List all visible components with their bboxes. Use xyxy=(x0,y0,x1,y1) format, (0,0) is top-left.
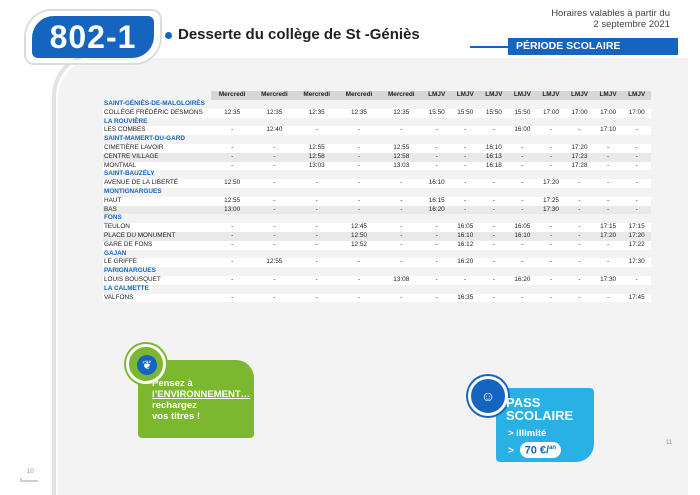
departure-time: - xyxy=(380,232,422,241)
stop-row xyxy=(103,179,651,188)
departure-time: - xyxy=(622,162,651,171)
departure-time: - xyxy=(622,197,651,206)
stop-name: LE GRIFFE xyxy=(103,258,211,267)
departure-time: - xyxy=(253,197,295,206)
departure-time: - xyxy=(622,206,651,215)
stop-name: TEULON xyxy=(103,223,211,232)
departure-time: - xyxy=(565,276,594,285)
departure-time: - xyxy=(253,232,295,241)
departure-time: 12:58 xyxy=(296,153,338,162)
departure-time: - xyxy=(338,126,380,135)
departure-time: - xyxy=(480,206,509,215)
stop-row xyxy=(103,232,651,241)
departure-time: 16:20 xyxy=(451,258,480,267)
departure-time: - xyxy=(508,153,537,162)
stop-row xyxy=(103,258,651,267)
departure-time: - xyxy=(565,223,594,232)
departure-time: 12:52 xyxy=(338,241,380,250)
town-name: MONTIGNARGUES xyxy=(103,188,651,197)
title-text: Desserte du collège de St -Géniès xyxy=(178,26,420,43)
departure-time: - xyxy=(422,153,451,162)
departure-time: 17:15 xyxy=(594,223,623,232)
departure-time: - xyxy=(253,153,295,162)
departure-time: 17:22 xyxy=(622,241,651,250)
departure-time: - xyxy=(422,241,451,250)
departure-time: - xyxy=(537,294,566,303)
departure-time: - xyxy=(211,241,253,250)
column-header: LMJV xyxy=(594,91,623,100)
column-header: Mercredi xyxy=(380,91,422,100)
departure-time: - xyxy=(211,144,253,153)
leaf-icon: ❦ xyxy=(137,355,157,375)
route-number: 802-1 xyxy=(49,19,137,55)
departure-time: - xyxy=(508,206,537,215)
departure-time: 16:12 xyxy=(451,241,480,250)
timetable-body xyxy=(103,100,651,302)
stop-name: HAUT xyxy=(103,197,211,206)
departure-time: - xyxy=(211,153,253,162)
departure-time: - xyxy=(338,162,380,171)
departure-time: - xyxy=(338,258,380,267)
departure-time: - xyxy=(253,276,295,285)
departure-time: 12:58 xyxy=(380,153,422,162)
departure-time: - xyxy=(422,162,451,171)
departure-time: 12:50 xyxy=(211,179,253,188)
departure-time: - xyxy=(380,241,422,250)
departure-time: - xyxy=(594,294,623,303)
departure-time: - xyxy=(622,153,651,162)
departure-time: - xyxy=(622,126,651,135)
departure-time: 16:20 xyxy=(422,206,451,215)
route-number-badge xyxy=(32,16,154,58)
departure-time: - xyxy=(296,258,338,267)
departure-time: - xyxy=(422,126,451,135)
departure-time: - xyxy=(211,294,253,303)
stop-name: LES COMBES xyxy=(103,126,211,135)
town-row xyxy=(103,214,651,223)
stop-name: MONTMAL xyxy=(103,162,211,171)
departure-time: - xyxy=(622,144,651,153)
departure-time: - xyxy=(380,197,422,206)
departure-time: - xyxy=(296,232,338,241)
departure-time: 12:35 xyxy=(253,109,295,118)
departure-time: - xyxy=(594,153,623,162)
departure-time: - xyxy=(296,197,338,206)
departure-time: 16:10 xyxy=(480,144,509,153)
town-row xyxy=(103,188,651,197)
departure-time: - xyxy=(565,294,594,303)
pass-price-pill xyxy=(520,442,561,458)
departure-time: 17:28 xyxy=(565,162,594,171)
departure-time: - xyxy=(565,126,594,135)
town-row xyxy=(103,118,651,127)
departure-time: - xyxy=(422,258,451,267)
departure-time: - xyxy=(380,179,422,188)
bullet-icon xyxy=(165,32,172,39)
town-row xyxy=(103,135,651,144)
column-header: LMJV xyxy=(537,91,566,100)
town-name: SAINT-MAMERT-DU-GARD xyxy=(103,135,651,144)
departure-time: 17:00 xyxy=(565,109,594,118)
departure-time: - xyxy=(338,276,380,285)
departure-time: - xyxy=(622,276,651,285)
departure-time: 17:10 xyxy=(594,126,623,135)
departure-time: 17:45 xyxy=(622,294,651,303)
stop-name: PLACE DU MONUMENT xyxy=(103,232,211,241)
departure-time: - xyxy=(338,144,380,153)
stop-name: GARE DE FONS xyxy=(103,241,211,250)
stop-name: BAS xyxy=(103,206,211,215)
departure-time: - xyxy=(380,126,422,135)
departure-time: 15:50 xyxy=(508,109,537,118)
departure-time: 16:10 xyxy=(508,232,537,241)
departure-time: - xyxy=(451,197,480,206)
departure-time: - xyxy=(380,258,422,267)
departure-time: 12:45 xyxy=(338,223,380,232)
departure-time: - xyxy=(537,241,566,250)
departure-time: 12:35 xyxy=(380,109,422,118)
pass-subtitle: > illimité xyxy=(508,428,547,439)
town-name: PARIGNARGUES xyxy=(103,267,651,276)
departure-time: - xyxy=(537,276,566,285)
departure-time: 15:50 xyxy=(422,109,451,118)
departure-time: - xyxy=(480,197,509,206)
column-header: LMJV xyxy=(565,91,594,100)
column-header: Mercredi xyxy=(296,91,338,100)
page-number-left: 10 xyxy=(27,469,34,475)
departure-time: - xyxy=(380,206,422,215)
departure-time: - xyxy=(451,126,480,135)
stop-row xyxy=(103,241,651,250)
column-header: LMJV xyxy=(422,91,451,100)
column-header: LMJV xyxy=(622,91,651,100)
departure-time: 16:35 xyxy=(451,294,480,303)
env-line-1: Pensez à xyxy=(152,378,193,389)
town-row xyxy=(103,250,651,259)
departure-time: - xyxy=(480,232,509,241)
departure-time: - xyxy=(565,232,594,241)
town-name: LA CALMETTE xyxy=(103,285,651,294)
departure-time: - xyxy=(211,276,253,285)
town-row xyxy=(103,170,651,179)
departure-time: 16:18 xyxy=(480,162,509,171)
departure-time: - xyxy=(594,206,623,215)
page-number-right: 11 xyxy=(666,440,673,446)
town-name: FONS xyxy=(103,214,651,223)
stop-name: CENTRE VILLAGE xyxy=(103,153,211,162)
pass-title xyxy=(506,396,573,422)
departure-time: - xyxy=(422,276,451,285)
departure-time: 17:15 xyxy=(622,223,651,232)
departure-time: 16:00 xyxy=(508,126,537,135)
departure-time: 13:03 xyxy=(296,162,338,171)
column-header: Mercredi xyxy=(211,91,253,100)
departure-time: 12:55 xyxy=(211,197,253,206)
validity-note xyxy=(551,8,670,30)
stop-row xyxy=(103,153,651,162)
departure-time: - xyxy=(508,144,537,153)
departure-time: 12:35 xyxy=(211,109,253,118)
stop-row xyxy=(103,126,651,135)
column-header: LMJV xyxy=(508,91,537,100)
departure-time: - xyxy=(422,144,451,153)
departure-time: - xyxy=(480,258,509,267)
timetable-header-row xyxy=(103,91,651,100)
departure-time: 17:00 xyxy=(622,109,651,118)
column-header: LMJV xyxy=(480,91,509,100)
departure-time: - xyxy=(296,126,338,135)
stop-name: VALFONS xyxy=(103,294,211,303)
departure-time: 12:35 xyxy=(296,109,338,118)
departure-time: - xyxy=(296,276,338,285)
departure-time: 16:10 xyxy=(422,179,451,188)
pass-title-line-1: PASS xyxy=(506,395,541,410)
page-title xyxy=(165,26,420,43)
departure-time: - xyxy=(594,241,623,250)
departure-time: - xyxy=(253,294,295,303)
departure-time: - xyxy=(253,144,295,153)
departure-time: - xyxy=(422,294,451,303)
departure-time: - xyxy=(211,223,253,232)
student-icon: ☺ xyxy=(468,376,508,416)
column-header: Mercredi xyxy=(253,91,295,100)
departure-time: - xyxy=(565,258,594,267)
departure-time: - xyxy=(253,223,295,232)
departure-time: - xyxy=(338,206,380,215)
env-line-3: rechargez xyxy=(152,400,197,411)
departure-time: - xyxy=(253,179,295,188)
env-line-2: l’ENVIRONNEMENT… xyxy=(152,389,251,400)
departure-time: - xyxy=(537,232,566,241)
environment-promo-text xyxy=(152,378,252,422)
departure-time: - xyxy=(451,144,480,153)
departure-time: - xyxy=(480,294,509,303)
departure-time: - xyxy=(338,179,380,188)
departure-time: - xyxy=(508,258,537,267)
town-name: SAINT-BAUZÉLY xyxy=(103,170,651,179)
departure-time: 17:20 xyxy=(594,232,623,241)
stop-name: COLLÈGE FRÉDÉRIC DESMONS xyxy=(103,109,211,118)
departure-time: 12:35 xyxy=(338,109,380,118)
departure-time: - xyxy=(296,294,338,303)
departure-time: - xyxy=(253,206,295,215)
departure-time: - xyxy=(480,223,509,232)
stop-row xyxy=(103,144,651,153)
departure-time: - xyxy=(211,162,253,171)
pass-title-line-2: SCOLAIRE xyxy=(506,408,574,423)
departure-time: - xyxy=(594,197,623,206)
departure-time: 12:55 xyxy=(380,144,422,153)
departure-time: - xyxy=(565,206,594,215)
stop-name: CIMETIÈRE LAVOIR xyxy=(103,144,211,153)
departure-time: - xyxy=(480,179,509,188)
departure-time: - xyxy=(338,294,380,303)
departure-time: - xyxy=(594,162,623,171)
pass-price-unit: an xyxy=(549,445,557,451)
departure-time: 17:00 xyxy=(537,109,566,118)
period-divider xyxy=(470,46,510,48)
departure-time: - xyxy=(594,258,623,267)
stop-row xyxy=(103,109,651,118)
validity-line-1: Horaires valables à partir du xyxy=(551,8,670,19)
page-corner-mark xyxy=(20,478,38,482)
departure-time: - xyxy=(594,144,623,153)
departure-time: - xyxy=(594,179,623,188)
departure-time: - xyxy=(296,206,338,215)
timetable xyxy=(103,91,651,302)
stop-row xyxy=(103,294,651,303)
departure-time: - xyxy=(253,162,295,171)
departure-time: 17:30 xyxy=(622,258,651,267)
departure-time: - xyxy=(565,241,594,250)
departure-time: 15:50 xyxy=(451,109,480,118)
stop-name: AVENUE DE LA LIBERTÉ xyxy=(103,179,211,188)
validity-line-2: 2 septembre 2021 xyxy=(593,19,670,30)
period-banner: PÉRIODE SCOLAIRE xyxy=(508,38,678,55)
departure-time: - xyxy=(211,126,253,135)
departure-time: - xyxy=(451,276,480,285)
departure-time: 17:23 xyxy=(565,153,594,162)
departure-time: 16:10 xyxy=(451,232,480,241)
departure-time: 13:03 xyxy=(380,162,422,171)
town-row xyxy=(103,267,651,276)
pass-price xyxy=(508,442,561,458)
departure-time: - xyxy=(537,126,566,135)
departure-time: - xyxy=(508,294,537,303)
stop-row xyxy=(103,162,651,171)
departure-time: - xyxy=(296,241,338,250)
departure-time: - xyxy=(253,241,295,250)
departure-time: - xyxy=(480,241,509,250)
departure-time: - xyxy=(422,223,451,232)
pass-price-prefix: > xyxy=(508,445,514,457)
departure-time: 12:40 xyxy=(253,126,295,135)
departure-time: 16:05 xyxy=(451,223,480,232)
departure-time: - xyxy=(211,232,253,241)
stop-name: LOUIS BOUSQUET xyxy=(103,276,211,285)
departure-time: - xyxy=(338,197,380,206)
departure-time: 17:00 xyxy=(594,109,623,118)
departure-time: - xyxy=(565,179,594,188)
stop-row xyxy=(103,276,651,285)
departure-time: - xyxy=(508,241,537,250)
departure-time: 17:20 xyxy=(565,144,594,153)
departure-time: 12:50 xyxy=(338,232,380,241)
departure-time: - xyxy=(537,258,566,267)
departure-time: - xyxy=(565,197,594,206)
departure-time: 17:30 xyxy=(537,206,566,215)
departure-time: - xyxy=(380,294,422,303)
departure-time: - xyxy=(537,162,566,171)
departure-time: 12:55 xyxy=(296,144,338,153)
departure-time: - xyxy=(622,179,651,188)
town-name: SAINT-GÉNIÈS-DE-MALGLOIRÈS xyxy=(103,100,651,109)
town-name: GAJAN xyxy=(103,250,651,259)
column-header: Mercredi xyxy=(338,91,380,100)
departure-time: - xyxy=(508,179,537,188)
stop-column-header xyxy=(103,91,211,100)
env-line-4: vos titres ! xyxy=(152,411,201,422)
departure-time: 13:08 xyxy=(380,276,422,285)
departure-time: - xyxy=(537,144,566,153)
town-name: LA ROUVIÈRE xyxy=(103,118,651,127)
departure-time: - xyxy=(296,223,338,232)
departure-time: - xyxy=(211,258,253,267)
departure-time: 17:20 xyxy=(537,179,566,188)
departure-time: - xyxy=(537,223,566,232)
stop-row xyxy=(103,223,651,232)
departure-time: 13:00 xyxy=(211,206,253,215)
departure-time: - xyxy=(508,197,537,206)
departure-time: - xyxy=(451,162,480,171)
departure-time: - xyxy=(296,179,338,188)
departure-time: - xyxy=(480,126,509,135)
departure-time: - xyxy=(422,232,451,241)
departure-time: - xyxy=(338,153,380,162)
departure-time: 15:50 xyxy=(480,109,509,118)
town-row xyxy=(103,100,651,109)
departure-time: - xyxy=(480,276,509,285)
departure-time: 16:15 xyxy=(422,197,451,206)
departure-time: 16:05 xyxy=(508,223,537,232)
town-row xyxy=(103,285,651,294)
departure-time: - xyxy=(451,179,480,188)
column-header: LMJV xyxy=(451,91,480,100)
departure-time: - xyxy=(451,206,480,215)
stop-row xyxy=(103,197,651,206)
departure-time: 17:25 xyxy=(537,197,566,206)
departure-time: 16:20 xyxy=(508,276,537,285)
departure-time: 17:20 xyxy=(622,232,651,241)
departure-time: - xyxy=(508,162,537,171)
stop-row xyxy=(103,206,651,215)
departure-time: 12:55 xyxy=(253,258,295,267)
departure-time: - xyxy=(380,223,422,232)
departure-time: - xyxy=(451,153,480,162)
departure-time: 16:13 xyxy=(480,153,509,162)
departure-time: - xyxy=(537,153,566,162)
pass-price-value: 70 €/ xyxy=(524,444,550,457)
departure-time: 17:30 xyxy=(594,276,623,285)
